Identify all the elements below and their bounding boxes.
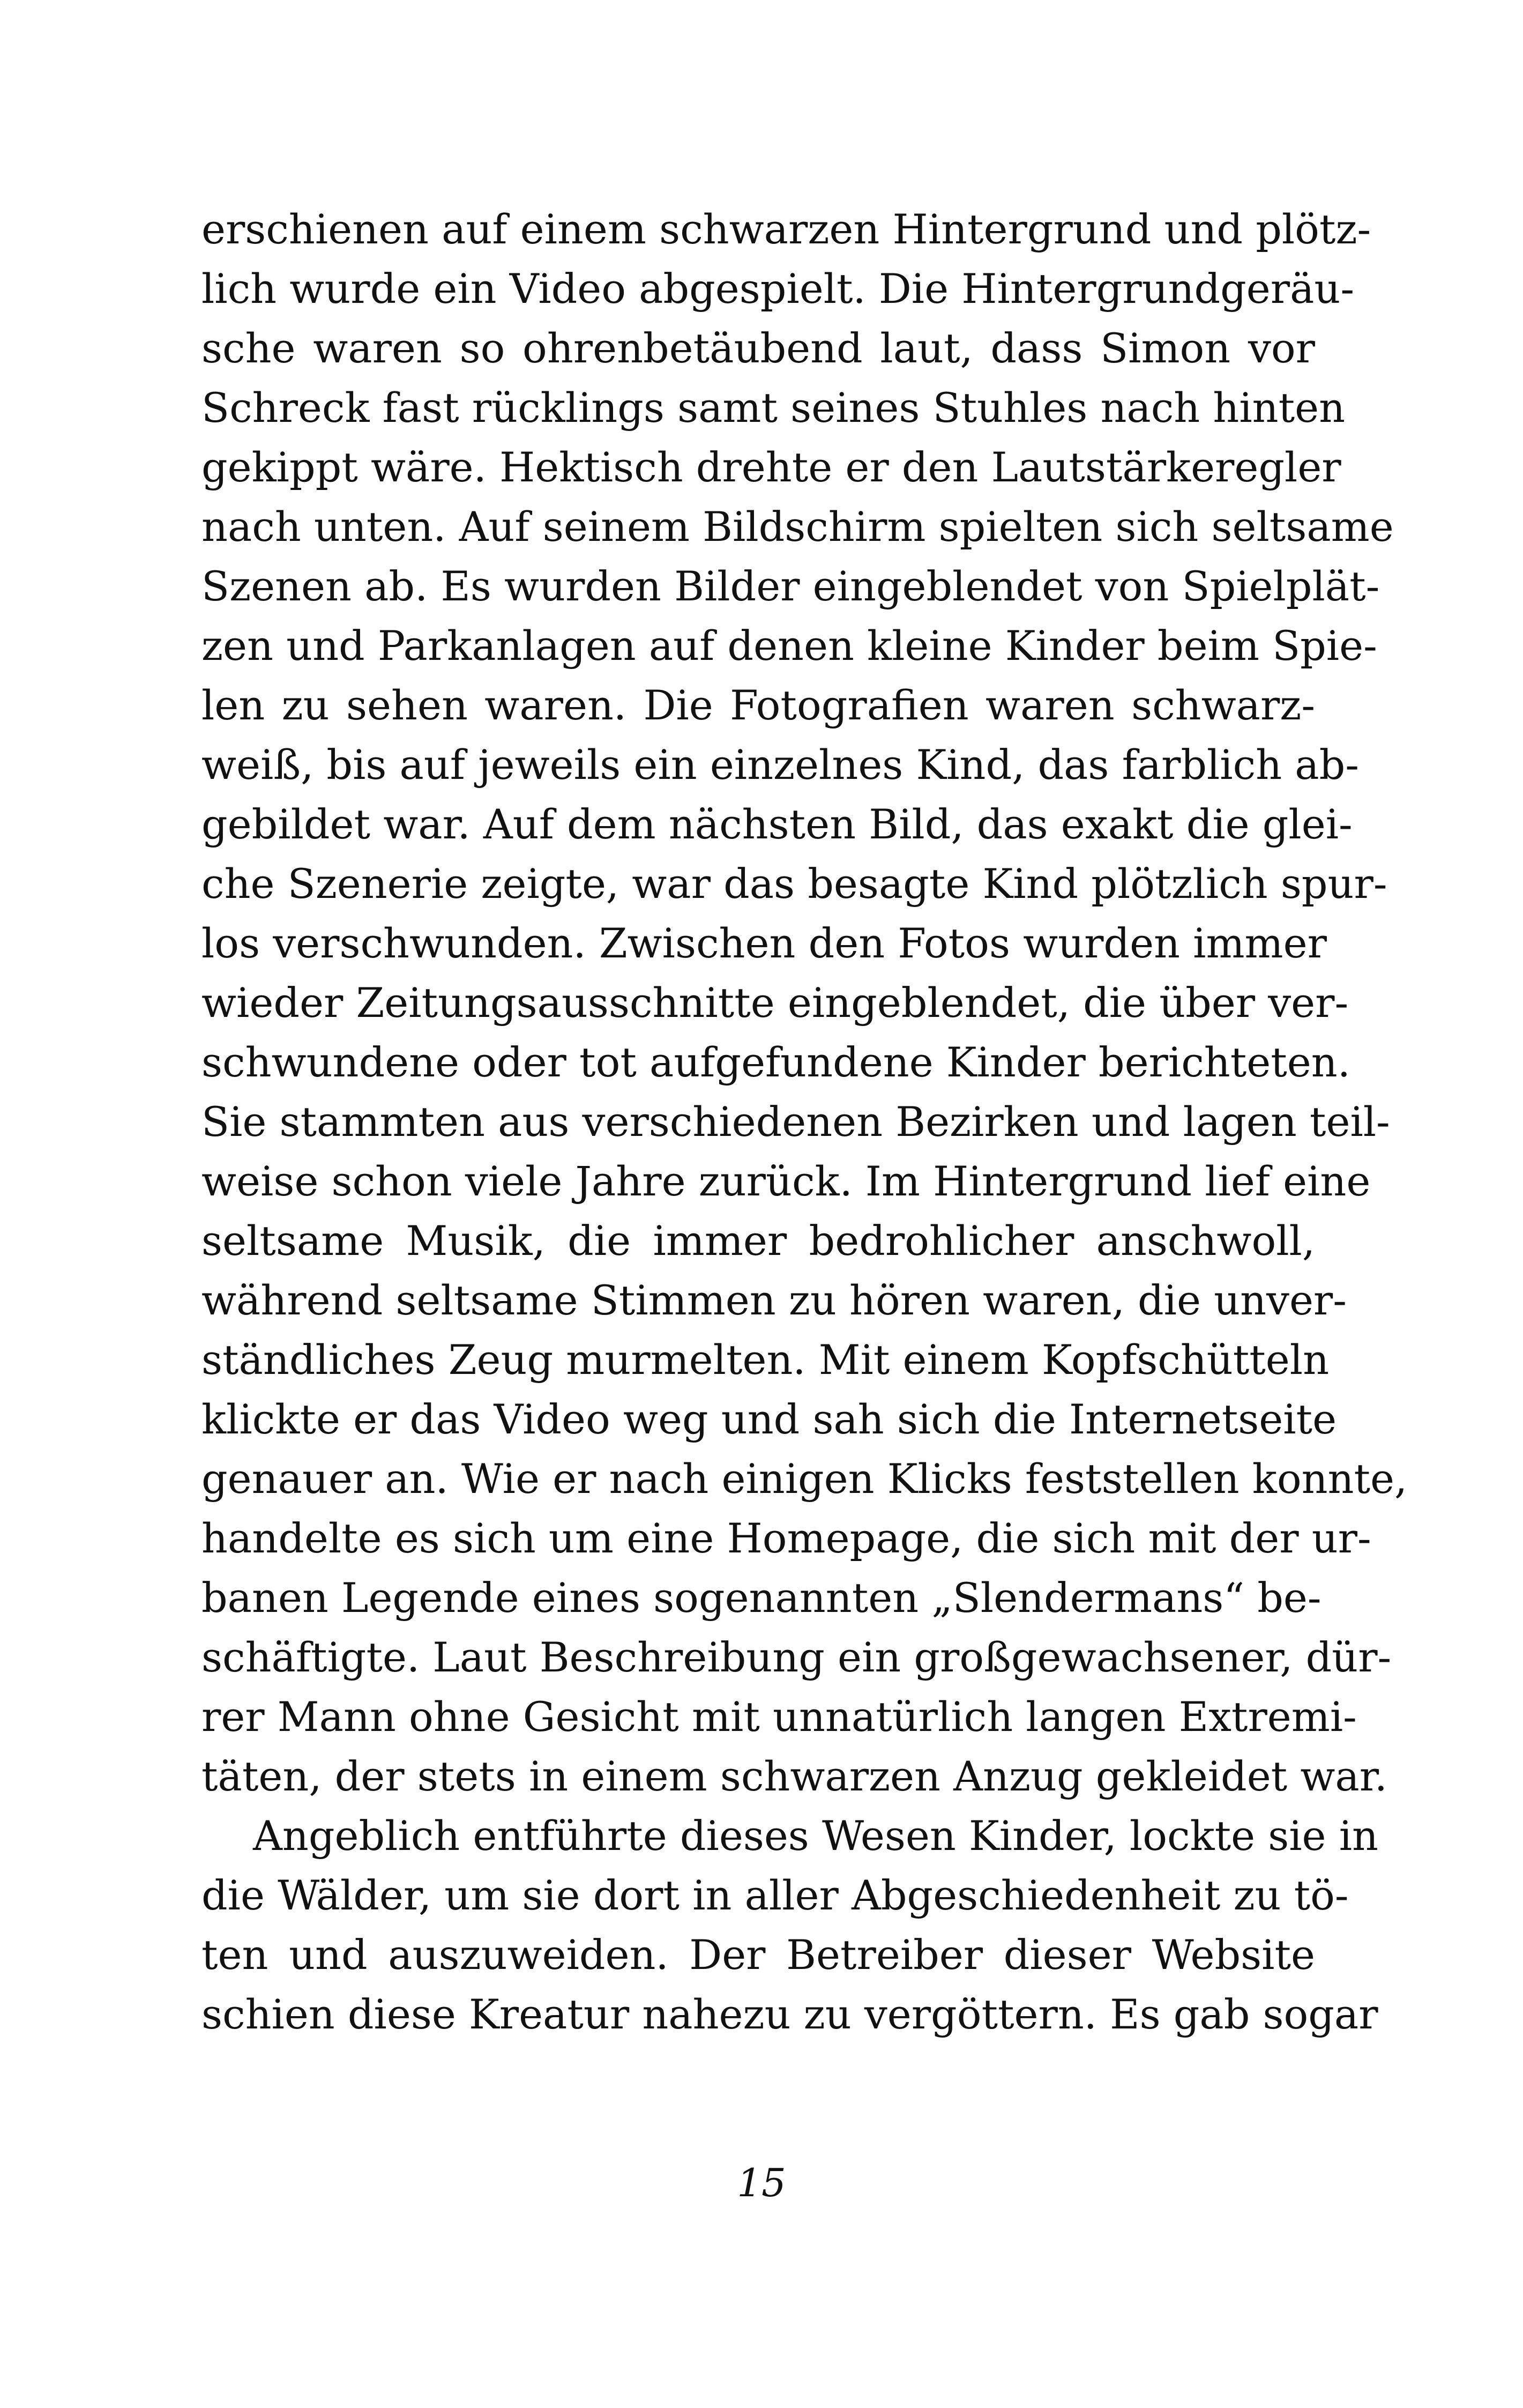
text-line: weiß, bis auf jeweils ein einzelnes Kind, das farblich ab- xyxy=(201,741,1359,789)
text-line: weise schon viele Jahre zurück. Im Hintergrund lief eine xyxy=(201,1157,1371,1205)
text-line: schien diese Kreatur nahezu zu vergöttern. Es gab sogar xyxy=(201,1990,1378,2038)
paragraph-1 xyxy=(201,199,1408,1806)
text-line: gebildet war. Auf dem nächsten Bild, das exakt die glei- xyxy=(201,800,1353,848)
text-line: Schreck fast rücklings samt seines Stuhles nach hinten xyxy=(201,384,1346,432)
text-line: während seltsame Stimmen zu hören waren, die unver- xyxy=(201,1276,1347,1324)
body-text xyxy=(201,199,1408,2044)
text-line: wieder Zeitungsausschnitte eingeblendet, die über ver- xyxy=(201,979,1349,1027)
text-line: banen Legende eines sogenannten „Slendermans“ be- xyxy=(201,1574,1322,1622)
text-line: ständliches Zeug murmelten. Mit einem Kopfschütteln xyxy=(201,1336,1330,1384)
text-line: zen und Parkanlagen auf denen kleine Kinder beim Spie- xyxy=(201,622,1377,670)
text-line: sche waren so ohrenbetäubend laut, dass Simon vor xyxy=(201,324,1315,372)
page-number: 15 xyxy=(737,2160,786,2205)
text-line: nach unten. Auf seinem Bildschirm spielten sich seltsame xyxy=(201,503,1394,551)
text-line: che Szenerie zeigte, war das besagte Kind plötzlich spur- xyxy=(201,860,1387,908)
text-line: genauer an. Wie er nach einigen Klicks feststellen konnte, xyxy=(201,1455,1408,1503)
text-line: len zu sehen waren. Die Fotografien waren schwarz- xyxy=(201,681,1315,729)
text-line: schäftigte. Laut Beschreibung ein großgewachsener, dür- xyxy=(201,1633,1392,1681)
text-line: gekippt wäre. Hektisch drehte er den Lautstärkeregler xyxy=(201,443,1341,491)
text-line: rer Mann ohne Gesicht mit unnatürlich langen Extremi- xyxy=(201,1693,1357,1741)
text-line: schwundene oder tot aufgefundene Kinder berichteten. xyxy=(201,1038,1350,1086)
text-line: ten und auszuweiden. Der Betreiber dieser Website xyxy=(201,1931,1315,1979)
text-line: handelte es sich um eine Homepage, die sich mit der ur- xyxy=(201,1514,1371,1562)
text-line: klickte er das Video weg und sah sich die Internetseite xyxy=(201,1395,1337,1443)
text-line: täten, der stets in einem schwarzen Anzug gekleidet war. xyxy=(201,1752,1387,1800)
text-line: Sie stammten aus verschiedenen Bezirken und lagen teil- xyxy=(201,1098,1390,1146)
text-line: Angeblich entführte dieses Wesen Kinder, lockte sie in xyxy=(253,1812,1378,1860)
text-line: lich wurde ein Video abgespielt. Die Hintergrundgeräu- xyxy=(201,265,1355,313)
paragraph-2 xyxy=(201,1806,1378,2044)
text-line: erschienen auf einem schwarzen Hintergrund und plötz- xyxy=(201,205,1371,253)
text-line: die Wälder, um sie dort in aller Abgeschiedenheit zu tö- xyxy=(201,1871,1349,1919)
text-line: Szenen ab. Es wurden Bilder eingeblendet von Spielplät- xyxy=(201,562,1380,610)
text-line: seltsame Musik, die immer bedrohlicher anschwoll, xyxy=(201,1217,1315,1265)
text-line: los verschwunden. Zwischen den Fotos wurden immer xyxy=(201,919,1327,967)
